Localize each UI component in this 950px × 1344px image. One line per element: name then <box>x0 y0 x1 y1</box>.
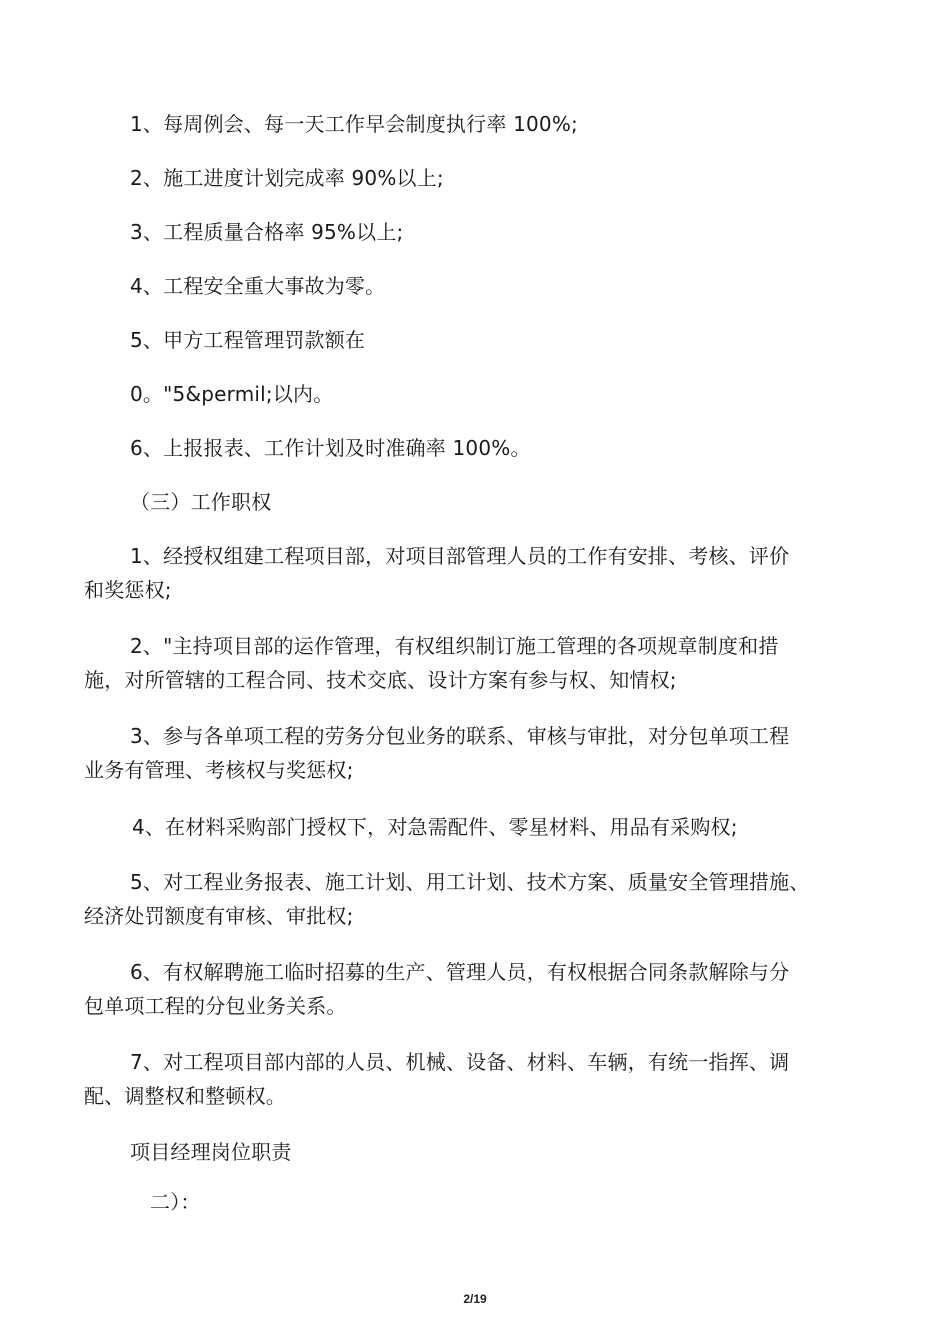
power-item-3-line2: 业务有管理、考核权与奖惩权; <box>84 758 354 782</box>
target-item-1: 1、每周例会、每一天工作早会制度执行率 100%; <box>130 112 578 136</box>
power-item-2-line1: 2、"主持项目部的运作管理，有权组织制订施工管理的各项规章制度和措 <box>130 634 779 658</box>
job-title: 项目经理岗位职责 <box>130 1140 292 1164</box>
target-item-2: 2、施工进度计划完成率 90%以上; <box>130 166 444 190</box>
power-item-5-line1: 5、对工程业务报表、施工计划、用工计划、技术方案、质量安全管理措施、 <box>130 870 810 894</box>
sub-heading: 二）： <box>150 1190 201 1214</box>
power-item-1-line2: 和奖惩权; <box>84 578 172 602</box>
target-item-5: 5、甲方工程管理罚款额在 <box>130 328 366 352</box>
power-item-4-line1: 4、在材料采购部门授权下，对急需配件、零星材料、用品有采购权; <box>132 815 738 839</box>
power-item-3-line1: 3、参与各单项工程的劳务分包业务的联系、审核与审批，对分包单项工程 <box>130 724 790 748</box>
target-item-5-continued: 0。"5&permil;以内。 <box>130 382 334 406</box>
power-item-2-line2: 施，对所管辖的工程合同、技术交底、设计方案有参与权、知情权; <box>84 668 677 692</box>
target-item-6: 6、上报报表、工作计划及时准确率 100%。 <box>130 436 531 460</box>
power-item-6-line1: 6、有权解聘施工临时招募的生产、管理人员，有权根据合同条款解除与分 <box>130 960 790 984</box>
power-item-5-line2: 经济处罚额度有审核、审批权; <box>84 904 354 928</box>
target-item-3: 3、工程质量合格率 95%以上; <box>130 220 404 244</box>
power-item-7-line2: 配、调整权和整顿权。 <box>84 1084 286 1108</box>
power-item-1-line1: 1、经授权组建工程项目部，对项目部管理人员的工作有安排、考核、评价 <box>130 544 790 568</box>
target-item-4: 4、工程安全重大事故为零。 <box>130 274 386 298</box>
page-number: 2/19 <box>463 1292 487 1306</box>
power-item-6-line2: 包单项工程的分包业务关系。 <box>84 994 347 1018</box>
section-heading: （三）工作职权 <box>130 490 272 514</box>
power-item-7-line1: 7、对工程项目部内部的人员、机械、设备、材料、车辆，有统一指挥、调 <box>130 1050 790 1074</box>
